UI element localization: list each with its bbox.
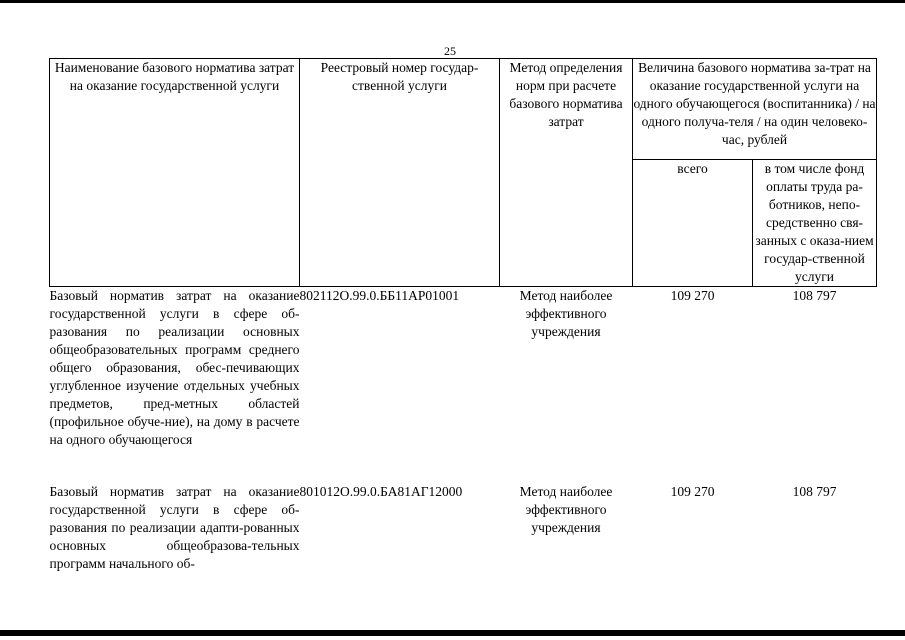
scan-top-edge xyxy=(0,0,905,3)
row-service-name: Базовый норматив затрат на оказание государственной услуги в сфере об-разования по реализации адапти-рованных основных общеобразова-тельных программ начального об- xyxy=(49,484,300,571)
row-registry-number: 801012О.99.0.БА81АГ12000 xyxy=(299,484,463,499)
row-total: 109 270 xyxy=(670,484,715,499)
row-wage-fund: 108 797 xyxy=(792,288,837,303)
row-registry-number: 802112О.99.0.ББ11АР01001 xyxy=(299,288,460,303)
scan-bottom-edge xyxy=(0,630,905,636)
row-method: Метод наиболее эффективного учреждения xyxy=(519,288,613,339)
header-method: Метод определения норм при расчете базового норматива затрат xyxy=(500,59,633,287)
header-service-name: Наименование базового норматива затрат на оказание государственной услуги xyxy=(50,59,300,287)
header-norm-value: Величина базового норматива за-трат на оказание государственной услуги на одного обучающегося (воспитанника) / на одного получа-теля / на один человеко-час, рублей xyxy=(633,59,877,160)
header-total: всего xyxy=(633,160,753,287)
table-row xyxy=(50,287,877,450)
header-registry-number: Реестровый номер государ-ственной услуги xyxy=(300,59,500,287)
table-row xyxy=(50,483,877,573)
cost-norms-table xyxy=(49,58,877,573)
row-wage-fund: 108 797 xyxy=(792,484,837,499)
row-method: Метод наиболее эффективного учреждения xyxy=(519,484,613,535)
row-total: 109 270 xyxy=(670,288,715,303)
row-spacer xyxy=(50,449,877,483)
page-number: 25 xyxy=(444,44,456,58)
header-wage-fund: в том числе фонд оплаты труда ра-ботников, непо-средственно свя-занных с оказа-нием государ-ственной услуги xyxy=(753,160,877,287)
row-service-name: Базовый норматив затрат на оказание государственной услуги в сфере об-разования по реализации основных общеобразовательных программ среднего общего образования, обес-печивающих углубленное изучение отдельных учебных предметов, пред-метных областей (профильное обуче-ние), на дому в расчете на одного обучающегося xyxy=(49,288,300,447)
